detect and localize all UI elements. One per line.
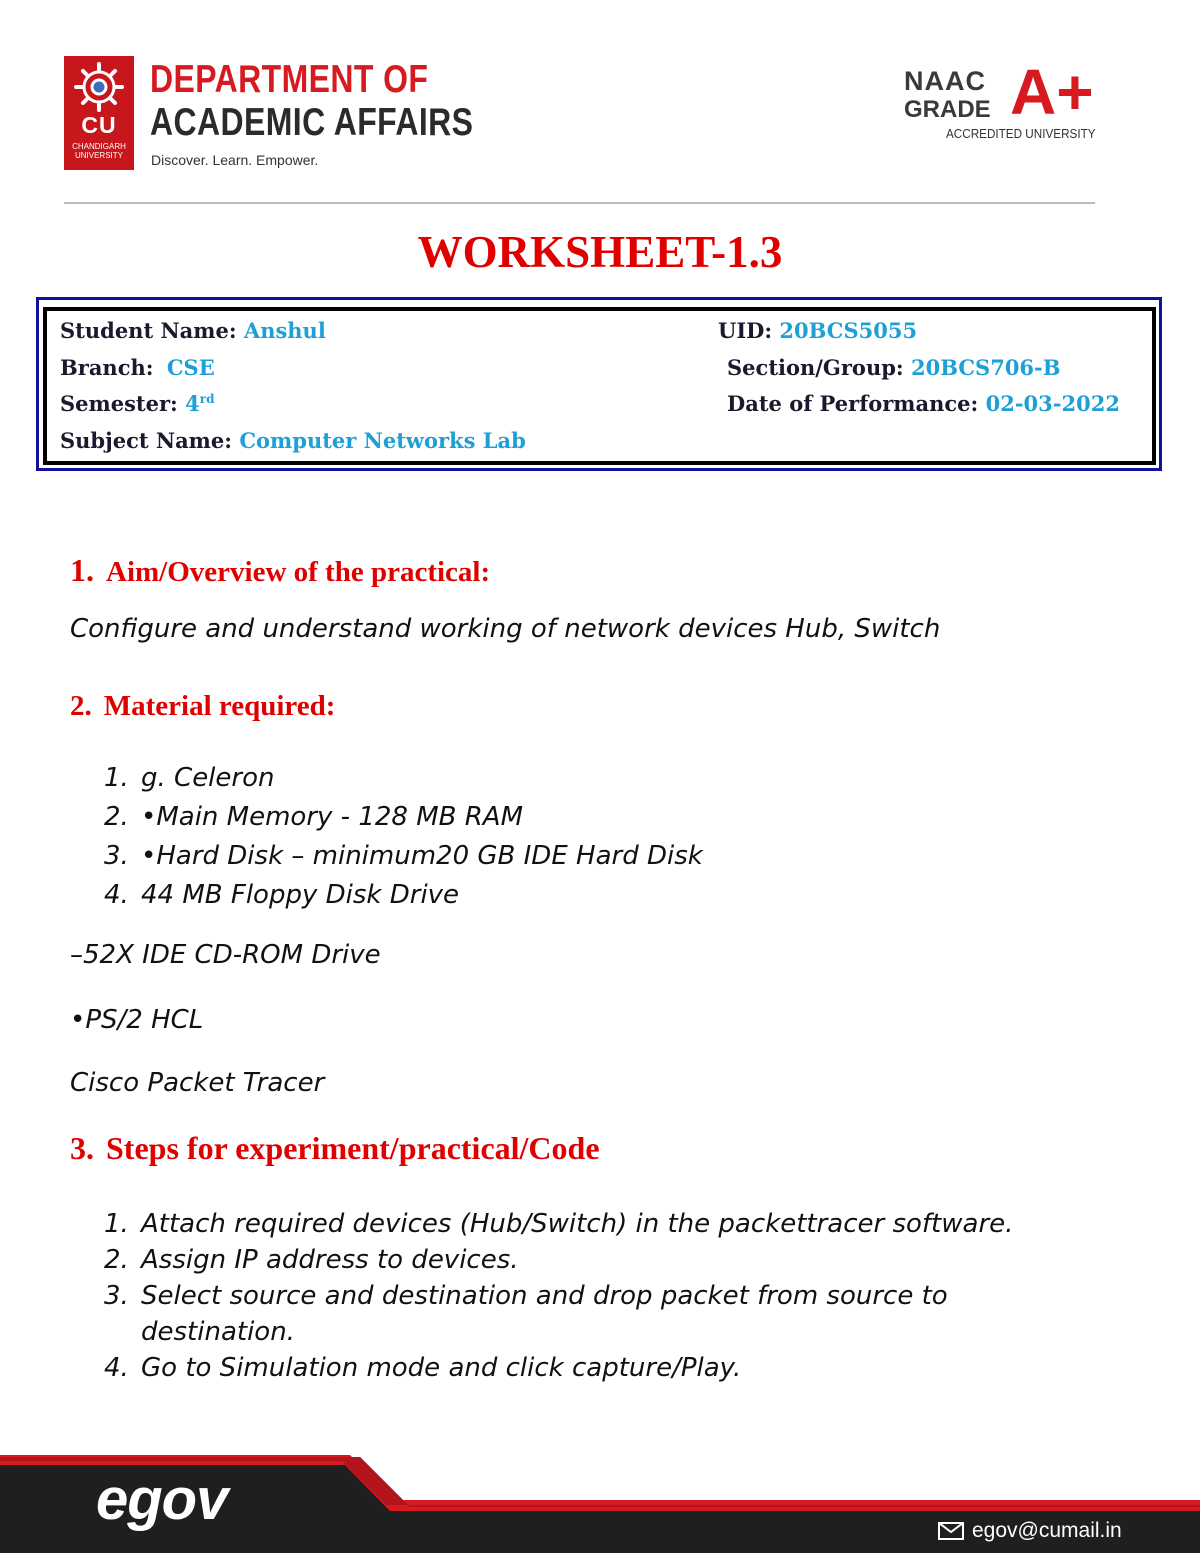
department-title-line2: ACADEMIC AFFAIRS [150, 101, 474, 144]
list-item: 3. Select source and destination and drop packet from source to destination. [104, 1281, 948, 1347]
subject-value: Computer Networks Lab [239, 428, 526, 453]
list-item: 4. Go to Simulation mode and click capture/Play. [104, 1353, 742, 1383]
steps-title: Steps for experiment/practical/Code [106, 1130, 600, 1166]
student-name-row [60, 318, 326, 343]
date-value: 02-03-2022 [985, 391, 1120, 416]
naac-grade-label: GRADE [904, 96, 991, 123]
egov-logo: egov [96, 1467, 228, 1532]
student-name-value: Anshul [243, 318, 326, 343]
uid-row [718, 318, 917, 343]
semester-label: Semester: [60, 391, 178, 416]
material-extra-packet-tracer: Cisco Packet Tracer [70, 1068, 325, 1098]
list-item: 3. •Hard Disk – minimum20 GB IDE Hard Disk [104, 841, 703, 871]
material-extra-cdrom: –52X IDE CD-ROM Drive [70, 940, 381, 970]
subject-label: Subject Name: [60, 428, 233, 453]
list-item: 1. g. Celeron [104, 763, 275, 793]
aim-text: Configure and understand working of network devices Hub, Switch [70, 614, 941, 644]
steps-number: 3. [70, 1130, 94, 1166]
gear-emblem-icon [72, 60, 126, 114]
logo-cu-text: CU [81, 112, 117, 138]
material-number: 2. [70, 690, 92, 722]
list-item: 1. Attach required devices (Hub/Switch) in the packettracer software. [104, 1209, 1014, 1239]
semester-suffix: rd [199, 392, 215, 406]
list-item: 4. 44 MB Floppy Disk Drive [104, 880, 460, 910]
steps-heading [70, 1130, 600, 1167]
worksheet-title: WORKSHEET-1.3 [417, 227, 783, 277]
branch-value: CSE [166, 355, 215, 380]
aim-title: Aim/Overview of the practical: [106, 556, 491, 588]
cu-logo [64, 56, 134, 170]
mail-icon [938, 1522, 964, 1540]
subject-row [60, 428, 526, 453]
section-label: Section/Group: [727, 355, 904, 380]
material-list [104, 759, 703, 915]
section-value: 20BCS706-B [910, 355, 1061, 380]
semester-value: 4 [185, 391, 200, 416]
steps-list [104, 1206, 1044, 1386]
naac-grade-value: A+ [1010, 56, 1094, 128]
uid-label: UID: [718, 318, 773, 343]
material-extra-ps2: •PS/2 HCL [70, 1005, 204, 1035]
date-label: Date of Performance: [727, 391, 979, 416]
branch-label: Branch: [60, 355, 154, 380]
naac-badge [902, 56, 1102, 146]
aim-heading [70, 552, 490, 589]
list-item: 2. •Main Memory - 128 MB RAM [104, 802, 524, 832]
header-divider [64, 202, 1095, 204]
uid-value: 20BCS5055 [779, 318, 918, 343]
section-row [727, 355, 1061, 380]
aim-number: 1. [70, 552, 94, 588]
department-title-line1: DEPARTMENT OF [150, 58, 429, 101]
student-name-label: Student Name: [60, 318, 237, 343]
naac-text: NAAC [904, 66, 986, 96]
material-heading [70, 690, 335, 723]
material-title: Material required: [103, 690, 336, 722]
date-row [727, 391, 1120, 416]
footer-email[interactable]: egov@cumail.in [972, 1519, 1122, 1542]
semester-row [60, 391, 214, 416]
logo-university-text: CHANDIGARH UNIVERSITY [72, 142, 126, 160]
list-item: 2. Assign IP address to devices. [104, 1245, 519, 1275]
branch-row [60, 355, 215, 380]
department-tagline: Discover. Learn. Empower. [151, 152, 319, 168]
naac-accredited-text: ACCREDITED UNIVERSITY [946, 126, 1096, 141]
